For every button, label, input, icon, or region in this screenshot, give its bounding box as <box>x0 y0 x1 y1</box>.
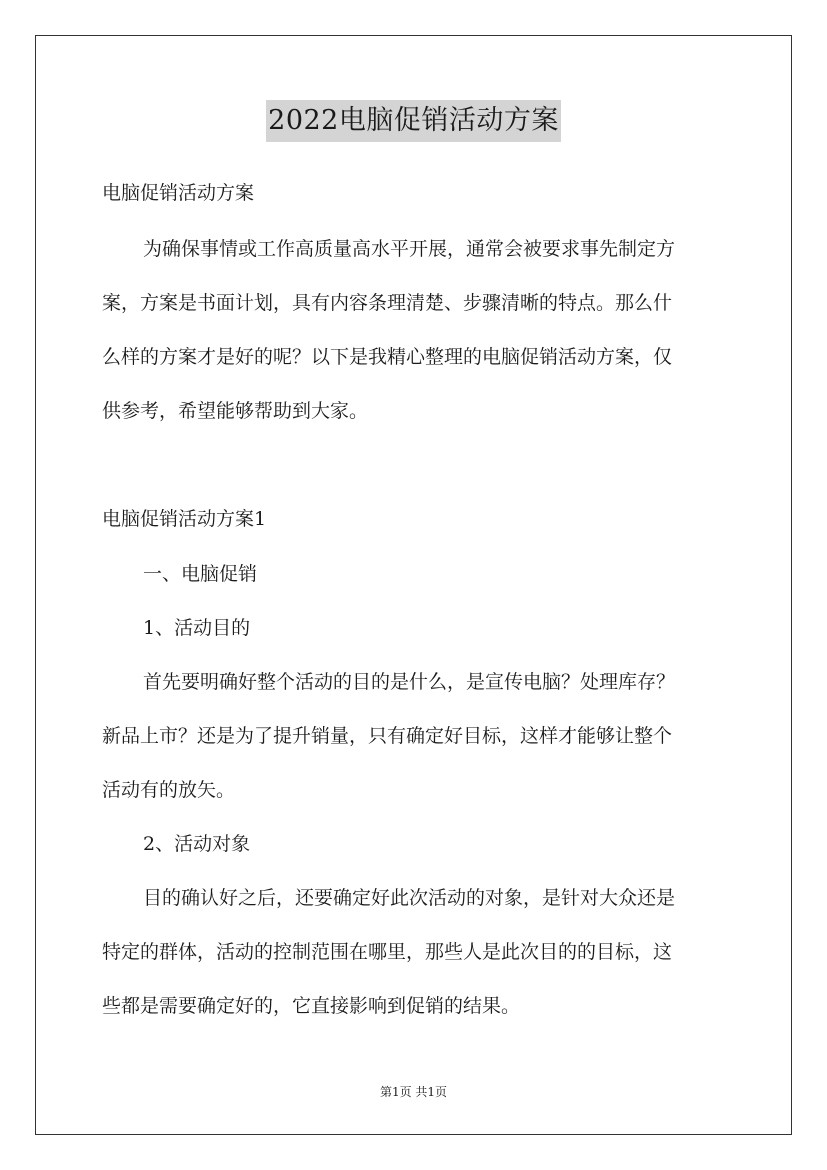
intro-line-2: 案，方案是书面计划，具有内容条理清楚、步骤清晰的特点。那么什 <box>102 292 673 314</box>
title-container <box>0 100 827 142</box>
document-subtitle: 电脑促销活动方案 <box>102 182 255 204</box>
item1-line-3: 活动有的放矢。 <box>102 779 236 801</box>
intro-line-1: 为确保事情或工作高质量高水平开展，通常会被要求事先制定方 <box>143 238 676 260</box>
part-heading: 一、电脑促销 <box>143 563 258 585</box>
intro-line-4: 供参考，希望能够帮助到大家。 <box>102 400 369 422</box>
item2-line-2: 特定的群体，活动的控制范围在哪里，那些人是此次目的的目标，这 <box>102 941 673 963</box>
item2-line-3: 些都是需要确定好的，它直接影响到促销的结果。 <box>102 995 521 1017</box>
page-footer: 第1页 共1页 <box>379 1085 448 1099</box>
section-title: 电脑促销活动方案1 <box>102 508 267 530</box>
item2-heading: 2、活动对象 <box>143 833 251 855</box>
document-title: 2022电脑促销活动方案 <box>266 100 561 142</box>
intro-line-3: 么样的方案才是好的呢？以下是我精心整理的电脑促销活动方案，仅 <box>102 346 673 368</box>
item1-line-1: 首先要明确好整个活动的目的是什么，是宣传电脑？处理库存？ <box>143 671 676 693</box>
item1-heading: 1、活动目的 <box>143 617 251 639</box>
item2-line-1: 目的确认好之后，还要确定好此次活动的对象，是针对大众还是 <box>143 887 676 909</box>
item1-line-2: 新品上市？还是为了提升销量，只有确定好目标，这样才能够让整个 <box>102 725 673 747</box>
